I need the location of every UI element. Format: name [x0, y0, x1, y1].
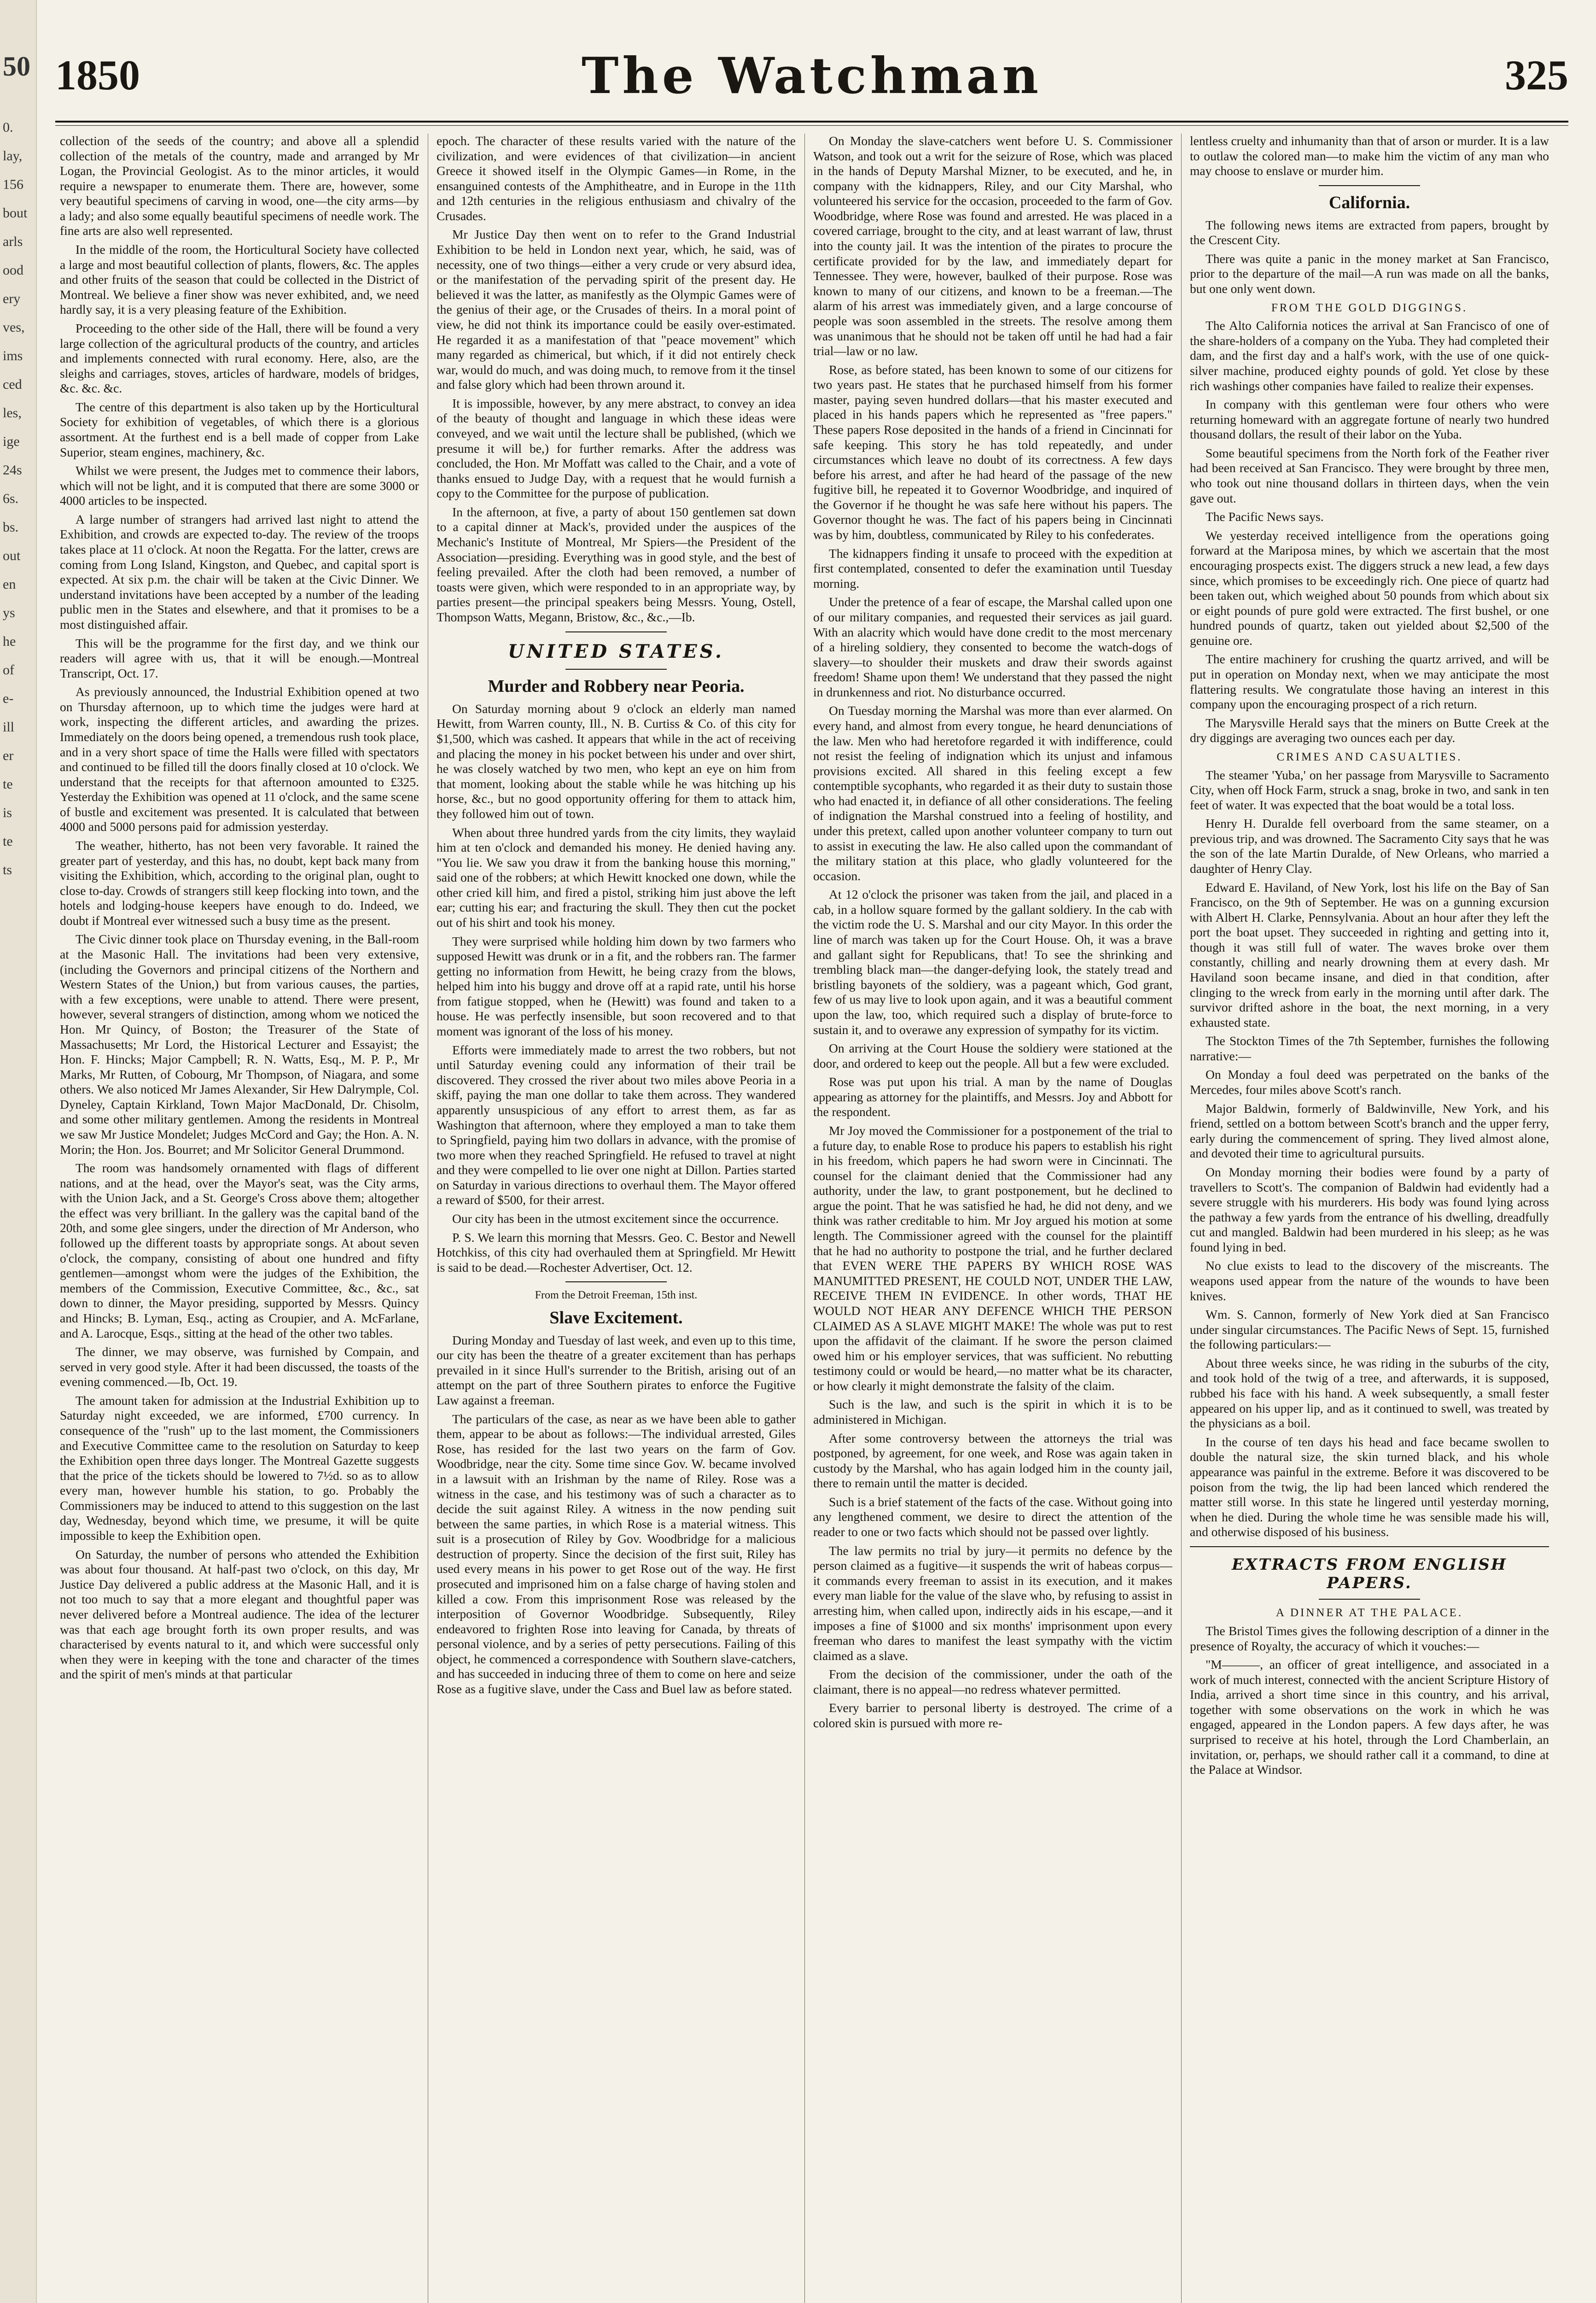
- gutter-fragment: is: [3, 805, 12, 820]
- paragraph: In company with this gentleman were four others who were returning homeward with an aggregate fortune of nearly two hundred thousand dollars, the result of their labor on the Yuba.: [1190, 397, 1549, 442]
- gutter-fragment: lay,: [3, 148, 23, 164]
- paragraph: There was quite a panic in the money market at San Francisco, prior to the departure of the mail—A run was made on all the banks, but one only went down.: [1190, 251, 1549, 296]
- column-rule: [1181, 134, 1182, 2303]
- paragraph: The room was handsomely ornamented with flags of different nations, and at the head, over the Mayor's seat, was the City arms, with the Union Jack, and a St. George's Cross above them; altogether the effect was very brilliant. In the gallery was the capital band of the 20th, and some glee singers, under the direction of Mr Anderson, who followed up the different toasts by appropriate songs. At about seven o'clock, the company, consisting of about one hundred and fifty gentlemen—amongst whom were the judges of the Exhibition, the members of the Commission, Executive Committee, &c., &c., sat down to dinner, the Mayor presiding, supported by Messrs. Quincy and Hincks; B. Lyman, Esq., acting as Croupier, and A. McFarlane, and A. Larocque, Esqs., sitting at the head of the other two tables.: [60, 1161, 419, 1340]
- gutter-fragment: ige: [3, 434, 20, 449]
- paragraph: epoch. The character of these results varied with the nature of the civilization, and were evidences of that civilization—in ancient Greece it showed itself in the Olympic Games—in Rome, in the ensanguined contests of the Amphitheatre, and in Europe in the 11th and 12th centuries in the religious enthusiasm and chivalry of the Crusades.: [437, 134, 796, 223]
- paragraph: Whilst we were present, the Judges met to commence their labors, which will not be light, and it is computed that there are some 3000 or 4000 articles to be inspected.: [60, 463, 419, 508]
- paragraph: The particulars of the case, as near as we have been able to gather them, appear to be about as follows:—The individual arrested, Giles Rose, has resided for the last two years on the farm of Gov. Woodbridge, near the city. Some time since Gov. W. became involved in a lawsuit with an Irishman by the name of Riley. Rose was a witness in the case, and his testimony was of such a character as to decide the suit against Riley. A witness in the now pending suit between the same parties, in which Rose is a material witness. This suit is a prosecution of Riley by Gov. Woodbridge for a malicious destruction of property. Since the decision of the first suit, Riley has used every means in his power to get Rose out of the way. He first prosecuted and imprisoned him on a false charge of having stolen and killed a cow. From this imprisonment Rose was released by the interposition of Governor Woodbridge. Subsequently, Riley endeavored to frighten Rose into leaving for Canada, by threats of personal violence, and by a series of petty persecutions. Failing of this object, he commenced a correspondence with Southern slave-catchers, and has succeeded in inducing three of them to come on here and seize Rose as a fugitive slave, under the Cass and Buel law as before stated.: [437, 1411, 796, 1696]
- paragraph: "M———, an officer of great intelligence, and associated in a work of much interest, connected with the ancient Scripture History of India, arrived a short time since in this country, and his arrival, together with some observations on the work in which he was engaged, appeared in the London papers. A few days after, he was surprised to receive at his hotel, through the Lord Chamberlain, an invitation, or, perhaps, we should rather call it a command, to dine at the Palace at Windsor.: [1190, 1657, 1549, 1777]
- paragraph: Edward E. Haviland, of New York, lost his life on the Bay of San Francisco, on the 9th of September. He was on a gunning excursion with Albert H. Clarke, Pennsylvania. About an hour after they left the port the boat upset. They succeeded in righting and getting into it, though it was still full of water. The waves broke over them constantly, chilling and nearly drowning them at every dash. Mr Haviland soon became insane, and died in that condition, after clinging to the wreck from early in the morning until after dark. The survivor drifted ashore in the boat, the next morning, in a very exhausted state.: [1190, 880, 1549, 1029]
- paragraph: Efforts were immediately made to arrest the two robbers, but not until Saturday evening could any information of their trail be discovered. They crossed the river about two miles above Peoria in a skiff, paying the man one dollar to take them across. They wandered apparently unsuspicious of any effort to arrest them, as far as Washington that afternoon, where they employed a man to take them to Springfield, paying him two dollars in advance, with the promise of two more when they reached Springfield. He refused to travel at night and they were compelled to lie over one night at Dillon. Parties started on Saturday in various directions to overhaul them. The Mayor offered a reward of $500, for their arrest.: [437, 1042, 796, 1207]
- paragraph: Some beautiful specimens from the North fork of the Feather river had been received at San Francisco. They were brought by three men, who took out nine thousand dollars in thirteen days, when the vein gave out.: [1190, 445, 1549, 505]
- gutter-fragment: te: [3, 777, 13, 792]
- masthead-title: The Watchman: [581, 47, 1043, 105]
- paragraph: We yesterday received intelligence from the operations going forward at the Mariposa mines, by which we ascertain that the most encouraging prospects exist. The diggers struck a new lead, a few days since, which promises to be exceedingly rich. One piece of quartz had been taken out, which weighed about 50 pounds from which about six or eight pounds of pure gold were extracted. The first bushel, or one hundred pounds of quartz, taken out yielded about $2,500 of the genuine ore.: [1190, 528, 1549, 648]
- paragraph: The steamer 'Yuba,' on her passage from Marysville to Sacramento City, when off Hock Farm, struck a snag, broke in two, and sank in ten feet of water. It was expected that the boat would be a total loss.: [1190, 767, 1549, 812]
- paragraph: Mr Joy moved the Commissioner for a postponement of the trial to a future day, to enable Rose to produce his papers to establish his right in his freedom, which papers he had sworn were in Cincinnati. The counsel for the claimant denied that the Commissioner had any authority, under the law, to grant postponement, but he declined to argue the point. That he was satisfied he had, he did not deny, and we think was rather creditable to him. Mr Joy argued his motion at some length. The Commissioner agreed with the counsel for the plaintiff that he had no authority to postpone the trial, and he further declared that EVEN WERE THE PAPERS BY WHICH ROSE WAS MANUMITTED PRESENT, HE COULD NOT, UNDER THE LAW, RECEIVE THEM IN EVIDENCE. In other words, THAT HE WOULD NOT HEAR ANY DEFENCE WHICH THE PERSON CLAIMED AS A SLAVE MIGHT MAKE! The whole was put to rest upon the affidavit of the claimant. If he swore the person claimed owed him or his employer services, that was sufficient. No rebutting testimony could or would be heard,—no matter what be its character, or how clearly it might demonstrate the falsity of the claim.: [813, 1123, 1172, 1393]
- subheading-crimes-casualties: CRIMES AND CASUALTIES.: [1276, 750, 1462, 763]
- paragraph: Such is a brief statement of the facts of the case. Without going into any lengthened comment, we desire to direct the attention of the reader to one or two facts which should not be passed over lightly.: [813, 1494, 1172, 1539]
- gutter-fragment: ill: [3, 719, 15, 735]
- gutter-fragment: arls: [3, 234, 23, 249]
- gutter-fragment: en: [3, 577, 16, 592]
- section-heading-california: California.: [1328, 193, 1410, 212]
- gutter-fragment: e-: [3, 691, 14, 706]
- paragraph: Proceeding to the other side of the Hall, there will be found a very large collection of the agricultural products of the country, and articles and implements connected with rural economy. Here, also, are the sleighs and carriages, stoves, articles of hardware, models of bridges, &c. &c. &c.: [60, 321, 419, 396]
- gutter-fragment: 24s: [3, 462, 22, 478]
- paragraph: On Saturday, the number of persons who attended the Exhibition was about four thousand. At half-past two o'clock, on this day, Mr Justice Day delivered a public address at the Masonic Hall, and it is not too much to say that a more elegant and thoughtful paper was never delivered before a Montreal audience. The idea of the lecturer was that each age brought forth its own proper results, and was characterised by events natural to it, and which were successful only when they were in keeping with the tone and character of the times and the spirit of men's minds at that particular: [60, 1547, 419, 1682]
- gutter-fragment: he: [3, 634, 16, 649]
- divider: [565, 669, 667, 670]
- paragraph: In the middle of the room, the Horticultural Society have collected a large and most beautiful collection of plants, flowers, &c. The apples and other fruits of the season that could be collected in the District of Montreal. We believe a finer show was never exhibited, and, we need hardly say, it is a very pleasing feature of the Exhibition.: [60, 242, 419, 317]
- paragraph: In the afternoon, at five, a party of about 150 gentlemen sat down to a capital dinner at Mack's, provided under the auspices of the Mechanic's Institute of Montreal, Mr Spiers—the President of the Association—presiding. Everything was in good style, and the best of feeling prevailed. After the cloth had been removed, a number of toasts were given, which were responded to in an appropriate way, by parties present—the principal speakers being Messrs. Young, Ostell, Thompson Watts, Megann, Bristow, &c., &c.,—Ib.: [437, 504, 796, 624]
- paragraph: When about three hundred yards from the city limits, they waylaid him at ten o'clock and demanded his money. He denied having any. "You lie. We saw you draw it from the banking house this morning," said one of the robbers; at which Hewitt knocked one down, while the other cried kill him, and fired a pistol, striking him just above the left ear; cutting his ear; and fracturing the skull. They then cut the pocket out of his shirt and took his money.: [437, 825, 796, 929]
- paragraph: About three weeks since, he was riding in the suburbs of the city, and took hold of the twig of a tree, and afterwards, it is supposed, rubbed his face with his hand. A week subsequently, a small fester appeared on his upper lip, and as it continued to swell, was treated by the physicians as a boil.: [1190, 1356, 1549, 1431]
- subheading-dinner-palace: A DINNER AT THE PALACE.: [1276, 1607, 1463, 1619]
- article-title-murder-robbery: Murder and Robbery near Peoria.: [488, 676, 745, 696]
- paragraph: The weather, hitherto, has not been very favorable. It rained the greater part of yesterday, and this has, no doubt, kept back many from visiting the Exhibition, which, according to the original plan, ought to close to-day. Crowds of strangers still keep flocking into town, and the hotels and lodging-house keepers have enough to do. Indeed, we doubt if Montreal ever witnessed such a busy time as the present.: [60, 838, 419, 928]
- paragraph: Rose, as before stated, has been known to some of our citizens for two years past. He states that he purchased himself from his former master, paying seven hundred dollars—that his master executed and placed in his hands papers which he represented as "free papers." These papers Rose deposited in the hands of a friend in Cincinnati for safe keeping. This story he has told repeatedly, and under circumstances which leave no doubt of its correctness. A few days before his arrest, and after he had heard of the passage of the new fugitive bill, he repeated it to Governor Woodbridge, and inquired of the Governor if he thought he was safe here without his papers. The Governor thought he was. The fact of his papers being in Cincinnati was by him, doubtless, communicated by Riley to his confederates.: [813, 362, 1172, 542]
- column-1: [60, 134, 419, 2303]
- paragraph: Wm. S. Cannon, formerly of New York died at San Francisco under singular circumstances. The Pacific News of Sept. 15, furnished the following particulars:—: [1190, 1307, 1549, 1352]
- paragraph: The Civic dinner took place on Thursday evening, in the Ball-room at the Masonic Hall. The invitations had been very extensive, (including the Governors and principal citizens of the Northern and Western States of the Union,) but from various causes, the parties, with a few exceptions, were unable to attend. There were present, however, several strangers of distinction, among whom we noticed the Hon. Mr Quincy, of Boston; the Treasurer of the State of Massachusetts; Mr Lord, the Historical Lecturer and Essayist; the Hon. F. Hincks; Major Campbell; R. N. Watts, Esq., M. P. P., Mr Marks, Mr Rutten, of Cobourg, Mr Thompson, of Niagara, and some others. We also noticed Mr James Alexander, Sir Hew Dalrymple, Col. Dyneley, Captain Kirkland, Town Major MacDonald, Dr. Chisolm, and some other military gentlemen. Among the residents in Montreal we saw Mr Justice Mondelet; Judges McCord and Gay; the Hon. A. N. Morin; the Hon. Jos. Bourret; and Mr Solicitor General Drummond.: [60, 932, 419, 1157]
- paragraph: Our city has been in the utmost excitement since the occurrence.: [452, 1211, 779, 1226]
- gutter-fragment: te: [3, 834, 13, 849]
- gutter-fragment: out: [3, 548, 21, 563]
- paragraph: The law permits no trial by jury—it permits no defence by the person claimed as a fugitive—it suspends the writ of habeas corpus—it commands every freeman to assist in its execution, and it makes every man liable for the value of the slave who, by refusing to assist in arresting him, when called upon, indirectly aids in his escape,—and it imposes a fine of $1000 and six months' imprisonment upon every freeman who dares to manifest the least sympathy with the victim claimed as a slave.: [813, 1543, 1172, 1663]
- paragraph: The Pacific News says.: [1206, 509, 1324, 524]
- divider: [565, 1281, 667, 1282]
- gutter-fragment: les,: [3, 405, 22, 421]
- gutter-fragment: ts: [3, 862, 12, 877]
- masthead-rule: [55, 121, 1568, 126]
- paragraph: Mr Justice Day then went on to refer to the Grand Industrial Exhibition to be held in London next year, which, he said, was of necessity, one of two things—either a very crude or very absurd idea, or the manifestation of the pervading spirit of the present day. He believed it was the latter, as manifestly as the Olympic Games were of the genius of their age, or the Crusades of theirs. In a moral point of view, he did not think its importance could be easily over-estimated. He regarded it as a manifestation of that "peace movement" which many regarded as chimerical, but which, if it did not entirely check war, would do much, and was doing much, to remove from it the tinsel and false glory which had been thrown around it.: [437, 227, 796, 392]
- paragraph: lentless cruelty and inhumanity than that of arson or murder. It is a law to outlaw the colored man—to make him the victim of any man who may choose to enslave or murder him.: [1190, 134, 1549, 178]
- paragraph: Such is the law, and such is the spirit in which it is to be administered in Michigan.: [813, 1397, 1172, 1426]
- divider: [1190, 1546, 1549, 1547]
- columns: [60, 134, 1568, 2303]
- paragraph: They were surprised while holding him down by two farmers who supposed Hewitt was drunk or in a fit, and the robbers ran. The farmer getting no information from Hewitt, he being crazy from the blows, helped him into his buggy and drove off at a rapid rate, until his horse from fatigue stopped, when he (Hewitt) was found and taken to a house. He was perfectly insensible, but soon recovered and to that moment was ignorant of the loss of his money.: [437, 934, 796, 1039]
- paragraph: At 12 o'clock the prisoner was taken from the jail, and placed in a cab, in a hollow square formed by the gallant soldiery. In the cab with the victim rode the U. S. Marshal and our city Mayor. In this order the line of march was taken up for the Court House. Oh, it was a brave and gallant sight for Republicans, that! To see the shrinking and trembling black man—the danger-defying look, the stately tread and bristling bayonets of the soldiery, was a pageant which, God grant, few of us may live to look upon again, and it was a beautiful comment upon the law, too, which required such a display of brute-force to sustain it, and to overawe any expression of sympathy for its victim.: [813, 887, 1172, 1037]
- masthead-year: 1850: [55, 52, 140, 99]
- gutter-fragment: bout: [3, 205, 28, 221]
- paragraph: The kidnappers finding it unsafe to proceed with the expedition at first contemplated, consented to defer the examination until Tuesday morning.: [813, 546, 1172, 590]
- gutter-fragment: 6s.: [3, 491, 19, 506]
- subheading-gold-diggings: FROM THE GOLD DIGGINGS.: [1271, 301, 1468, 314]
- gutter-fragment: ood: [3, 263, 23, 278]
- gutter-fragment: ced: [3, 377, 22, 392]
- paragraph: The centre of this department is also taken up by the Horticultural Society for exhibition of vegetables, of which there is a glorious assortment. At the furthest end is a bell made of copper from Lake Superior, steam engines, machinery, &c.: [60, 399, 419, 459]
- paragraph: The amount taken for admission at the Industrial Exhibition up to Saturday night exceeded, we are informed, £700 currency. In consequence of the "rush" up to the last moment, the Commissioners and Executive Committee came to the resolution on Saturday to keep the Exhibition open three days longer. The Montreal Gazette suggests that the price of the tickets should be lowered to 7½d. so as to allow every man, however humble his station, to go. Probably the Commissioners may be induced to attend to this suggestion on the last day, Wednesday, beyond which time, we presume, it will be quite impossible to keep the Exhibition open.: [60, 1393, 419, 1543]
- paragraph: The Stockton Times of the 7th September, furnishes the following narrative:—: [1190, 1034, 1549, 1063]
- previous-page-gutter: [0, 0, 37, 2303]
- gutter-fragment: ves,: [3, 320, 25, 335]
- gutter-fragment: ery: [3, 291, 21, 306]
- divider: [1319, 1599, 1420, 1600]
- gutter-fragment: 0.: [3, 120, 13, 135]
- paragraph: On Monday morning their bodies were found by a party of travellers to Scott's. The companion of Baldwin had evidently had a severe struggle with his murderers. His body was found lying across the pathway a few yards from the entrance of his dwelling, dreadfully cut and mangled. Baldwin had been murdered in his sleep; as he was found lying in bed.: [1190, 1164, 1549, 1254]
- article-title-slave-excitement: Slave Excitement.: [549, 1308, 683, 1327]
- paragraph: It is impossible, however, by any mere abstract, to convey an idea of the beauty of thought and language in which these ideas were conveyed, and we wait until the lecture shall be published, (which we presume it will be,) for further remarks. After the address was concluded, the Hon. Mr Moffatt was called to the Chair, and a vote of thanks ensued to Judge Day, with a request that he would furnish a copy to the Committee for the purpose of publication.: [437, 396, 796, 501]
- paragraph: collection of the seeds of the country; and above all a splendid collection of the metals of the country, made and arranged by Mr Logan, the Provincial Geologist. As to the minor articles, it would require a newspaper to enumerate them. There are, however, some very beautiful specimens of carving in wood, one—the city arms—by a lady; and also some equally beautiful specimens of needle work. The fine arts are also well represented.: [60, 134, 419, 238]
- paragraph: On Tuesday morning the Marshal was more than ever alarmed. On every hand, and almost from every tongue, he heard denunciations of the law. Men who had heretofore regarded it with indifference, could not resist the feeling of indignation which its unjust and infamous provisions excited. All shared in this feeling except a few contemptible sycophants, who regarded it as their duty to sustain those who had enacted it, in defiance of all other considerations. The feeling of indignation the Marshal construed into a feeling of hostility, and under this pretext, called upon another volunteer company to turn out to assist in executing the law. He also called upon the commandant of the military station at this place, who gladly volunteered for the occasion.: [813, 703, 1172, 883]
- gutter-fragment: 156: [3, 177, 23, 192]
- masthead: [55, 37, 1568, 115]
- paragraph: On Monday the slave-catchers went before U. S. Commissioner Watson, and took out a writ for the seizure of Rose, which was placed in the hands of Deputy Marshal Mizner, to be executed, and he, in company with the kidnappers, Riley, and our City Marshal, who volunteered his service for the occasion, proceeded to the farm of Gov. Woodbridge, where Rose was found and arrested. He was placed in a covered carriage, brought to the city, and at least warrant of law, thrust into the county jail. It was the intention of the pirates to procure the certificate provided for by the law, and immediately depart for Tennessee. They were, however, baulked of their purpose. Rose was known to many of our citizens, and known to be a freeman.—The alarm of his arrest was immediately given, and a large concourse of people was soon assembled in the streets. The resolve among them was unanimous that he should not be taken off until he had had a fair trial—law or no law.: [813, 134, 1172, 358]
- masthead-page-number: 325: [1505, 52, 1568, 99]
- paragraph: The following news items are extracted from papers, brought by the Crescent City.: [1190, 217, 1549, 247]
- gutter-fragment: ims: [3, 348, 23, 363]
- paragraph: In the course of ten days his head and face became swollen to double the natural size, the skin turned black, and his whole appearance was painful in the extreme. Before it was discovered to be poison from the twig, the lip had been lanced which rendered the matter still worse. In this state he lingered until yesterday morning, when he died. During the whole time he was sensible made his will, and otherwise disposed of his business.: [1190, 1434, 1549, 1539]
- paragraph: From the decision of the commissioner, under the oath of the claimant, there is no appeal—no redress whatever permitted.: [813, 1667, 1172, 1696]
- gutter-page-fragment: 50: [3, 51, 30, 82]
- paragraph: The Alto California notices the arrival at San Francisco of one of the share-holders of a company on the Yuba. They had completed their dam, and the first day and a half's work, with the use of one quick-silver machine, produced eighty pounds of gold. Yet close by these rich washings other companies have failed to realize their expenses.: [1190, 318, 1549, 393]
- paragraph: Major Baldwin, formerly of Baldwinville, New York, and his friend, settled on a bottom between Scott's branch and the upper ferry, early during the commencement of spring. They lived almost alone, and devoted their time to agricultural pursuits.: [1190, 1101, 1549, 1161]
- column-2: [437, 134, 796, 2303]
- paragraph: Every barrier to personal liberty is destroyed. The crime of a colored skin is pursued with more re-: [813, 1701, 1172, 1730]
- paragraph: As previously announced, the Industrial Exhibition opened at two on Thursday afternoon, up to which time the judges were hard at work, inspecting the different articles, and awarding the prizes. Immediately on the doors being opened, a tremendous rush took place, and in a very short space of time the Halls were filled with spectators and continued to be filled till the doors finally closed at 10 o'clock. We understand that the receipts for that afternoon amounted to £325. Yesterday the Exhibition was opened at 11 o'clock, and the same scene of bustle and excitement was presented. It is calculated that between 4000 and 5000 persons paid for admission yesterday.: [60, 684, 419, 834]
- credit-line: From the Detroit Freeman, 15th inst.: [535, 1289, 698, 1302]
- gutter-fragment: ys: [3, 605, 15, 620]
- section-heading-english-papers: EXTRACTS FROM ENGLISH PAPERS.: [1232, 1555, 1507, 1593]
- paragraph: During Monday and Tuesday of last week, and even up to this time, our city has been the theatre of a greater excitement than has perhaps prevailed in it since Hull's surrender to the British, arising out of an attempt on the part of three Southern pirates to enforce the Fugitive Law against a freeman.: [437, 1333, 796, 1408]
- paragraph: The entire machinery for crushing the quartz arrived, and will be put in operation on Monday next, when we may anticipate the most flattering results. We congratulate those having an interest in this company upon the encouraging prospect of a rich return.: [1190, 652, 1549, 712]
- paragraph: On arriving at the Court House the soldiery were stationed at the door, and ordered to keep out the people. All but a few were excluded.: [813, 1041, 1172, 1070]
- paragraph: After some controversy between the attorneys the trial was postponed, by agreement, for one week, and Rose was again taken in custody by the Marshal, who has again lodged him in the county jail, there to remain until the matter is decided.: [813, 1431, 1172, 1491]
- column-4: [1190, 134, 1549, 2303]
- paragraph: A large number of strangers had arrived last night to attend the Exhibition, and crowds are expected to-day. The review of the troops takes place at 11 o'clock. At noon the Regatta. For the latter, crews are coming from Long Island, Kingston, and Quebec, and capital sport is expected. At six p.m. the chair will be taken at the Civic Dinner. We understand invitations have been accepted by a number of the leading public men in the States and elsewhere, and that it promises to be a most distinguished affair.: [60, 512, 419, 631]
- paragraph: No clue exists to lead to the discovery of the miscreants. The weapons used appear from the nature of the wounds to have been knives.: [1190, 1258, 1549, 1303]
- paragraph: On Monday a foul deed was perpetrated on the banks of the Mercedes, four miles above Scott's ranch.: [1190, 1067, 1549, 1097]
- paragraph: Henry H. Duralde fell overboard from the same steamer, on a previous trip, and was drowned. The Sacramento City says that he was the son of the late Martin Duralde, of New Orleans, who married a daughter of Henry Clay.: [1190, 816, 1549, 876]
- paragraph: On Saturday morning about 9 o'clock an elderly man named Hewitt, from Warren county, Ill., N. B. Curtiss & Co. of this city for $1,500, which was cashed. It appears that while in the act of receiving and placing the money in his pocket between his under and over shirt, he was closely watched by two men, who kept an eye on him from that moment, looking about the stable while he was hitching up his horse, &c., but no good opportunity offering for them to attack him, they followed him out of town.: [437, 701, 796, 821]
- gutter-fragment: bs.: [3, 520, 19, 535]
- paragraph: This will be the programme for the first day, and we think our readers will agree with us, that it will be enough.—Montreal Transcript, Oct. 17.: [60, 636, 419, 680]
- paragraph: P. S. We learn this morning that Messrs. Geo. C. Bestor and Newell Hotchkiss, of this city had overhauled them at Springfield. Mr Hewitt is said to be dead.—Rochester Advertiser, Oct. 12.: [437, 1230, 796, 1274]
- paragraph: The Bristol Times gives the following description of a dinner in the presence of Royalty, the accuracy of which it vouches:—: [1190, 1624, 1549, 1653]
- section-heading-united-states: UNITED STATES.: [508, 640, 724, 662]
- gutter-fragment: er: [3, 748, 14, 763]
- paragraph: The dinner, we may observe, was furnished by Compain, and served in very good style. After it had been discussed, the toasts of the evening commenced.—Ib, Oct. 19.: [60, 1344, 419, 1389]
- divider: [1319, 185, 1420, 186]
- paragraph: Under the pretence of a fear of escape, the Marshal called upon one of our military companies, and requested their services as jail guard. With an alacrity which would have done credit to the most mercenary of a hireling soldiery, they consented to become the watch-dogs of slavery—to shoulder their muskets and draw their swords against freedom! Shame upon them! We understand that they passed the night in drunkenness and riot. No disturbance occurred.: [813, 595, 1172, 699]
- column-rule: [804, 134, 805, 2303]
- gutter-fragment: of: [3, 662, 14, 678]
- paragraph: The Marysville Herald says that the miners on Butte Creek at the dry diggings are averaging two ounces each per day.: [1190, 715, 1549, 745]
- column-3: [813, 134, 1172, 2303]
- paragraph: Rose was put upon his trial. A man by the name of Douglas appearing as attorney for the plaintiffs, and Messrs. Joy and Abbott for the respondent.: [813, 1075, 1172, 1119]
- divider: [565, 631, 667, 632]
